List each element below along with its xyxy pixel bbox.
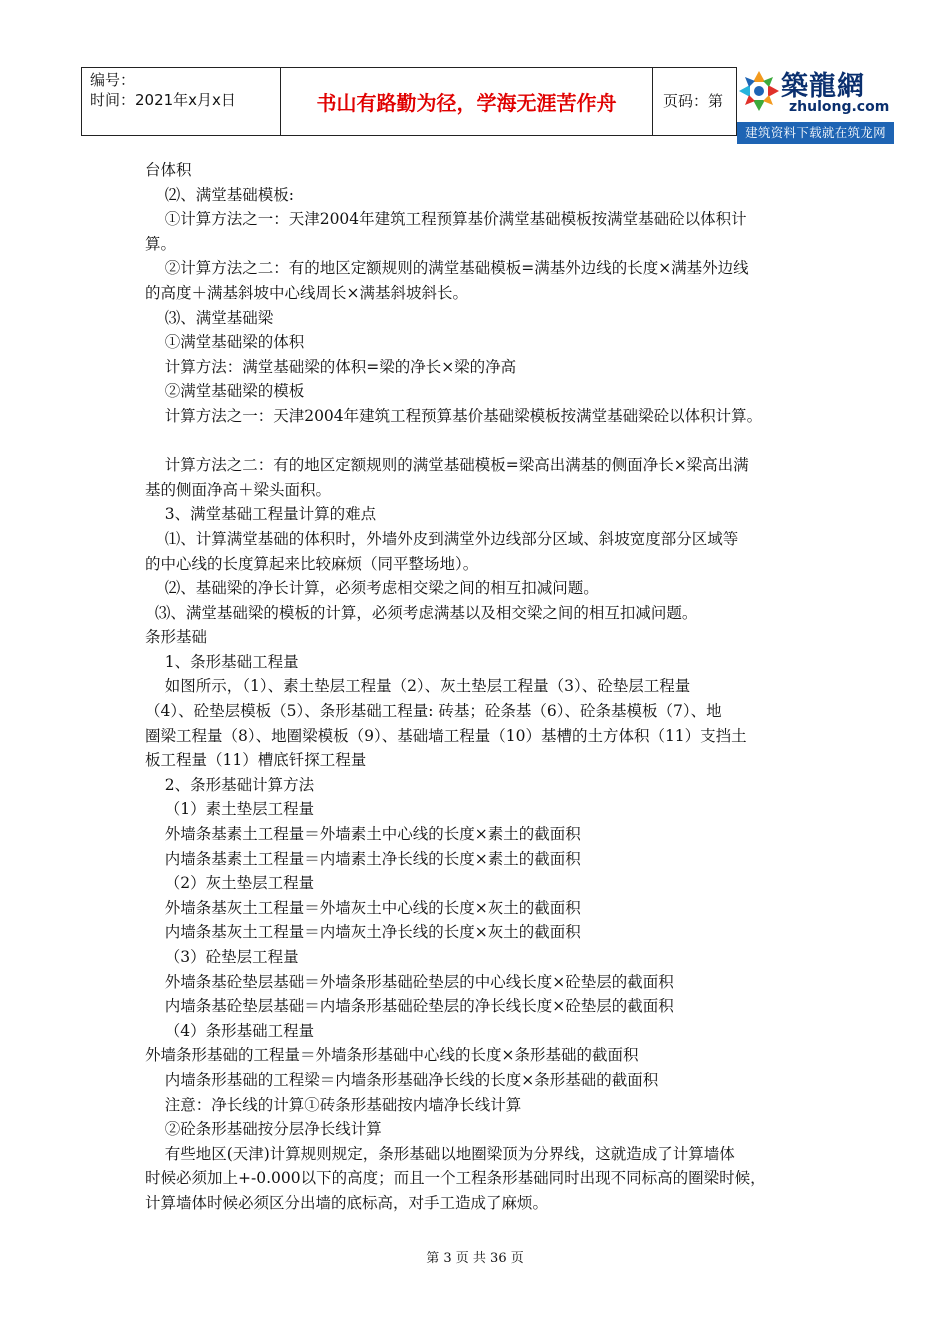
logo-domain: zhulong.com — [789, 99, 890, 115]
logo-name: 築龍網 — [781, 71, 865, 102]
body-line: 时候必须加上+-0.000以下的高度；而且一个工程条形基础同时出现不同标高的圈梁时候， — [145, 1169, 766, 1188]
body-line: 基的侧面净高＋梁头面积。 — [145, 480, 332, 499]
page-number-label: 页码：第 — [663, 92, 724, 110]
document-body — [145, 158, 825, 1216]
header-meta — [82, 68, 281, 135]
body-line: ⑵、基础梁的净长计算，必须考虑相交梁之间的相互扣减问题。 — [145, 579, 599, 598]
body-line: 内墙条形基础的工程梁＝内墙条形基础净长线的长度×条形基础的截面积 — [145, 1070, 659, 1089]
body-line: ②砼条形基础按分层净长线计算 — [145, 1120, 382, 1139]
body-line — [145, 429, 825, 454]
body-line: 计算方法之二：有的地区定额规则的满堂基础模板=梁高出满基的侧面净长×梁高出满 — [145, 456, 749, 475]
body-line: （4）、砼垫层模板（5）、条形基础工程量: 砖基；砼条基（6）、砼条基模板（7）、地 — [145, 702, 722, 721]
body-line: ⑶、满堂基础梁 — [145, 308, 274, 327]
body-line: 外墙条基灰土工程量＝外墙灰土中心线的长度×灰土的截面积 — [145, 898, 581, 917]
body-line: ②计算方法之二：有的地区定额规则的满堂基础模板=满基外边线的长度×满基外边线 — [145, 259, 749, 278]
body-line: 的高度＋满基斜坡中心线周长×满基斜坡斜长。 — [145, 283, 468, 302]
time-label: 时间：2021年x月x日 — [90, 91, 236, 109]
body-line: ⑵、满堂基础模板: — [145, 185, 294, 204]
body-line: 外墙条基素土工程量＝外墙素土中心线的长度×素土的截面积 — [145, 825, 581, 844]
body-line: 内墙条基灰土工程量＝内墙灰土净长线的长度×灰土的截面积 — [145, 923, 581, 942]
body-line: 3、满堂基础工程量计算的难点 — [145, 505, 377, 524]
body-line: ①计算方法之一：天津2004年建筑工程预算基价满堂基础模板按满堂基础砼以体积计 — [145, 210, 747, 229]
body-line: 计算方法：满堂基础梁的体积=梁的净长×梁的净高 — [145, 357, 517, 376]
body-line: 外墙条基砼垫层基础＝外墙条形基础砼垫层的中心线长度×砼垫层的截面积 — [145, 972, 674, 991]
body-line: 2、条形基础计算方法 — [145, 775, 315, 794]
body-line: 内墙条基砼垫层基础＝内墙条形基础砼垫层的净长线长度×砼垫层的截面积 — [145, 997, 674, 1016]
body-line: （2）灰土垫层工程量 — [145, 874, 315, 893]
zhulong-logo — [737, 62, 894, 144]
body-line: 外墙条形基础的工程量＝外墙条形基础中心线的长度×条形基础的截面积 — [145, 1046, 639, 1065]
body-line: 算。 — [145, 234, 177, 253]
body-line: 注意：净长线的计算①砖条形基础按内墙净长线计算 — [145, 1095, 522, 1114]
body-line: （3）砼垫层工程量 — [145, 948, 299, 966]
document-header — [81, 67, 737, 136]
body-line: ①满堂基础梁的体积 — [145, 333, 305, 352]
body-line: 圈梁工程量（8）、地圈梁模板（9）、基础墙工程量（10）基槽的土方体积（11）支挡土 — [145, 726, 747, 745]
body-line: 板工程量（11）槽底钎探工程量 — [145, 751, 367, 770]
body-line: 计算方法之一：天津2004年建筑工程预算基价基础梁模板按满堂基础梁砼以体积计算。 — [145, 406, 763, 425]
body-line: 计算墙体时候必须区分出墙的底标高，对手工造成了麻烦。 — [145, 1193, 549, 1212]
body-line: 内墙条基素土工程量＝内墙素土净长线的长度×素土的截面积 — [145, 849, 581, 868]
body-line: ⑴、计算满堂基础的体积时，外墙外皮到满堂外边线部分区域、斜坡宽度部分区域等 — [145, 529, 739, 548]
body-line: ⑶、满堂基础梁的模板的计算，必须考虑满基以及相交梁之间的相互扣减问题。 — [145, 603, 698, 622]
body-line: （1）素土垫层工程量 — [145, 800, 315, 819]
header-motto: 书山有路勤为径，学海无涯苦作舟 — [281, 68, 653, 135]
body-line: ②满堂基础梁的模板 — [145, 382, 305, 401]
body-line: （4）条形基础工程量 — [145, 1021, 315, 1040]
body-line: 条形基础 — [145, 628, 208, 647]
body-line: 的中心线的长度算起来比较麻烦（同平整场地）。 — [145, 554, 479, 573]
logo-banner: 建筑资料下载就在筑龙网 — [737, 122, 894, 144]
body-line: 有些地区(天津)计算规则规定，条形基础以地圈梁顶为分界线，这就造成了计算墙体 — [145, 1144, 735, 1163]
body-line: 1、条形基础工程量 — [145, 652, 299, 671]
number-label: 编号： — [90, 71, 136, 89]
body-line: 台体积 — [145, 161, 192, 179]
page-footer: 第 3 页 共 36 页 — [426, 1251, 524, 1266]
body-line: 如图所示，（1）、素土垫层工程量（2）、灰土垫层工程量（3）、砼垫层工程量 — [145, 677, 691, 696]
